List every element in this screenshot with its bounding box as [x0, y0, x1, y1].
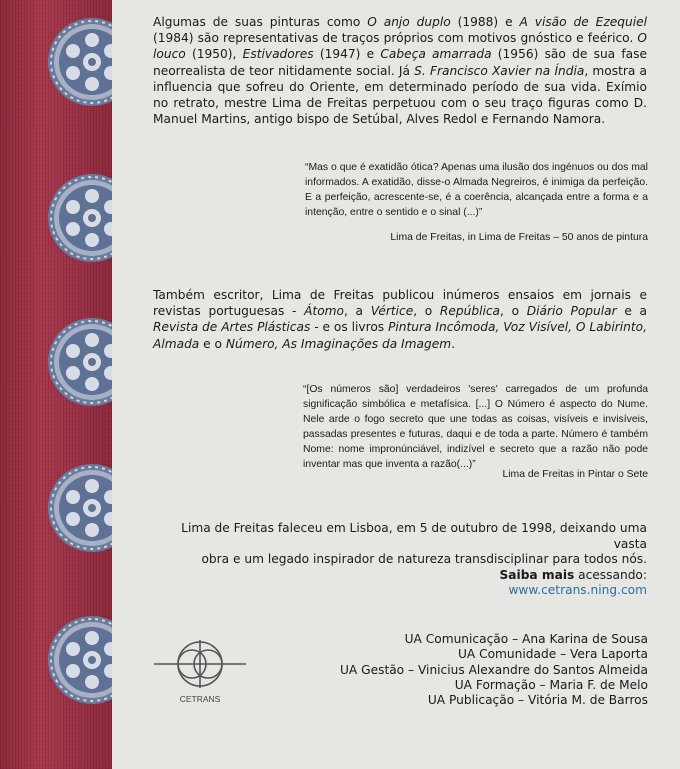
text-run: (1988) e	[450, 15, 520, 29]
text-run: - e os livros	[310, 320, 389, 335]
text-run: , o	[413, 304, 440, 319]
quote-numeros-source: Lima de Freitas in Pintar o Sete	[502, 469, 648, 480]
publication-title: Revista de Artes Plásticas	[153, 320, 311, 335]
text-run: (1950),	[185, 47, 243, 62]
work-title: S. Francisco Xavier na Índia	[414, 63, 585, 78]
quote-exatidao-source: Lima de Freitas, in Lima de Freitas – 50 anos de pintura	[390, 232, 648, 243]
saiba-mais-rest: acessando:	[574, 567, 647, 582]
rosette-5	[48, 616, 112, 704]
text-run: .	[451, 336, 455, 351]
book-titles: Número, As Imaginações da Imagem	[225, 336, 452, 351]
credits-list	[330, 632, 648, 708]
work-title: Estivadores	[242, 47, 314, 62]
credit-line: UA Publicação – Vitória M. de Barros	[427, 693, 648, 708]
credit-line: UA Formação – Maria F. de Melo	[454, 677, 648, 692]
text-run: , o	[500, 304, 527, 319]
work-title: O louco	[153, 31, 647, 62]
publication-title: Vértice	[370, 304, 414, 319]
rosette-pattern	[0, 0, 112, 769]
publication-title: República	[439, 304, 501, 319]
rosette-1	[48, 18, 112, 106]
legacy-line-1: Lima de Freitas faleceu em Lisboa, em 5 de outubro de 1998, deixando uma vasta	[181, 521, 647, 551]
text-run: e a	[616, 304, 647, 319]
paragraph-writer	[153, 287, 647, 352]
paragraph-legacy	[150, 521, 647, 599]
work-title: A visão de Ezequiel	[519, 15, 647, 29]
rosette-3	[48, 318, 112, 406]
website-link[interactable]: www.cetrans.ning.com	[508, 583, 647, 598]
text-run: Também escritor, Lima de Freitas publicou inúmeros ensaios em jornais e revistas portuguesas -	[153, 288, 647, 319]
fabric-strip	[0, 0, 112, 769]
work-title: O anjo duplo	[367, 15, 451, 29]
paragraph-paintings	[153, 14, 647, 127]
text-run: (1956) são de sua fase neorrealista de teor nitidamente social. Já	[153, 47, 647, 78]
legacy-line-2: obra e um legado inspirador de natureza transdisciplinar para todos nós.	[201, 552, 647, 567]
credit-line: UA Comunicação – Ana Karina de Sousa	[404, 632, 648, 646]
rosette-4	[48, 464, 112, 552]
publication-title: Átomo	[304, 304, 344, 319]
credit-line: UA Comunidade – Vera Laporta	[457, 647, 648, 662]
rosette-2	[48, 174, 112, 262]
book-titles: Pintura Incômoda, Voz Visível, O Labirinto, Almada	[153, 320, 647, 351]
quote-numeros: “[Os números são] verdadeiros 'seres' carregados de um profunda significação simbólica e metafísica. [...] O Número é aspecto do Nume. Nele arde o fogo secreto que une todas as coisas, visíveis e invisíveis, passadas presentes e futuras, daqui e de toda a parte. Número é também Nome: nome impronúnciável, indizível e secreto que a razão não pode inventar mas que inventa a razão(...)”	[303, 384, 648, 470]
work-title: Cabeça amarrada	[380, 47, 492, 62]
text-run: Algumas de suas pinturas como	[153, 15, 368, 29]
quote-exatidao: “Mas o que é exatidão ótica? Apenas uma ilusão dos ingénuos ou dos mal informados. A exatidão, disse-o Almada Negreiros, é inimiga da perfeição. E a perfeição, acrescente-se, é a coerência, alcançada entre a forma e a intenção, entre o sentido e o sinal (...)”	[305, 162, 648, 218]
text-run: e o	[199, 336, 226, 351]
text-run: , a	[343, 304, 371, 319]
credit-line: UA Gestão – Vinicius Alexandre do Santos Almeida	[340, 662, 648, 677]
text-run: , mostra a influencia que sofreu do Oriente, em determinado período de sua vida. Exímio no retrato, mestre Lima de Freitas perpetuou com o seu traço figuras como D. Manuel Martins, antigo bispo de Setúbal, Alves Redol e Fernando Namora.	[153, 63, 648, 127]
saiba-mais-label: Saiba mais	[499, 567, 575, 582]
saiba-mais-line	[150, 568, 647, 584]
text-run: (1984) são representativas de traços próprios com motivos gnóstico e feérico.	[153, 31, 638, 46]
logo-label: CETRANS	[179, 694, 221, 704]
publication-title: Diário Popular	[526, 304, 617, 319]
text-run: (1947) e	[313, 47, 381, 62]
